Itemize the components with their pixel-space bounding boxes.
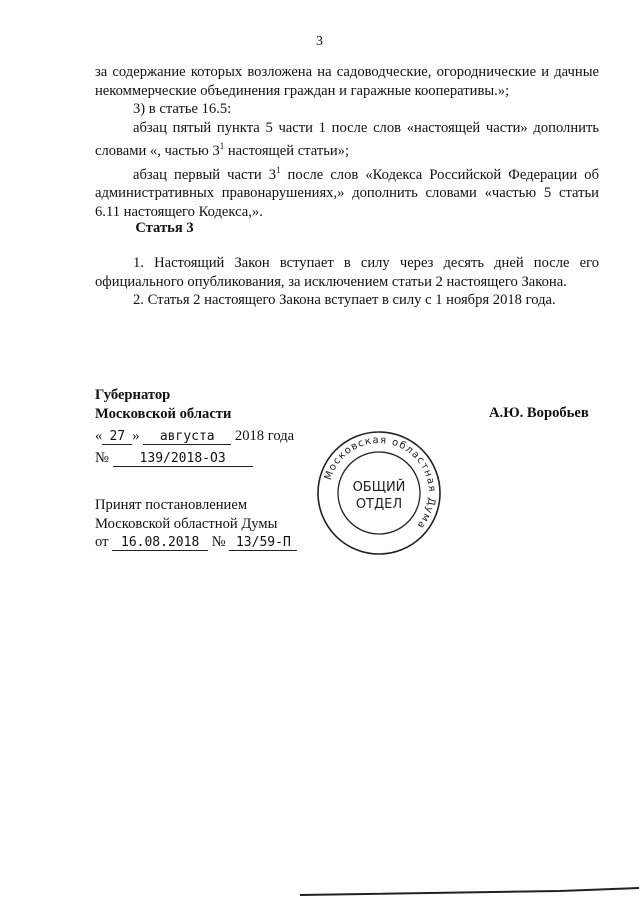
paragraph-continuation: за содержание которых возложена на садоводческие, огороднические и дачные некоммерческие объединения граждан и гаражные кооперативы.»;	[95, 64, 599, 99]
signing-month: августа	[143, 430, 231, 445]
article-text	[95, 254, 599, 310]
adoption-date-line: от 16.08.2018 № 13/59-П	[95, 534, 297, 551]
signatory-title-line1: Губернатор	[95, 387, 171, 403]
adoption-date: 16.08.2018	[112, 536, 208, 551]
adoption-line1: Принят постановлением	[95, 497, 248, 513]
office-stamp	[316, 430, 442, 556]
signatory-name: А.Ю. Воробьев	[489, 405, 589, 421]
stamp-ring-text: Московская областная Дума	[322, 434, 438, 532]
adoption-line2: Московской областной Думы	[95, 516, 278, 532]
stamp-line2: ОТДЕЛ	[355, 497, 403, 512]
signing-day: 27	[102, 430, 132, 445]
stamp-line1: ОБЩИЙ	[352, 480, 406, 495]
paragraph-amendment-2: абзац первый части $3^1$ после слов «Кодекса Российской Федерации об административных правонарушениях,» дополнить словами «частью 5 статьи 6.11 настоящего Кодекса,».	[95, 164, 599, 220]
page-number: 3	[316, 34, 323, 49]
signing-date-line: « 27 » августа 2018 года	[95, 428, 295, 444]
adoption-number: 13/59-П	[229, 536, 297, 551]
article-title: Статья 3	[135, 220, 194, 236]
law-number: 139/2018-ОЗ	[113, 452, 253, 467]
article-item-1: 1. Настоящий Закон вступает в силу через десять дней после его официального опубликования, за исключением статьи 2 настоящего Закона.	[95, 255, 599, 290]
article-item-2: 2. Статья 2 настоящего Закона вступает в силу с 1 ноября 2018 года.	[133, 292, 556, 309]
law-number-line: № 139/2018-ОЗ	[95, 450, 253, 467]
adoption-block	[95, 496, 277, 534]
body-text	[95, 63, 599, 221]
article-heading	[0, 219, 639, 237]
signatory-title	[95, 386, 231, 424]
paragraph-amendment-1: абзац пятый пункта 5 части 1 после слов «настоящей части» дополнить словами «, частью $3^1$ настоящей статьи»;	[95, 119, 599, 160]
paragraph-item-3: 3) в статье 16.5:	[133, 101, 232, 118]
scan-edge-line	[0, 875, 639, 903]
signatory-title-line2: Московской области	[95, 406, 232, 422]
